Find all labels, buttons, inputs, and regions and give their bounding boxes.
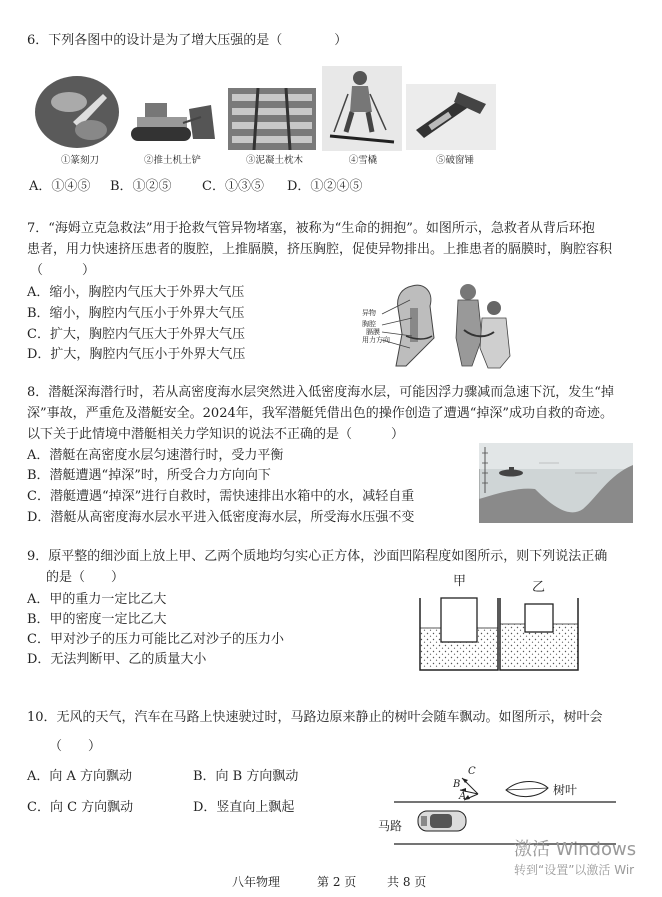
q7-option-b: B．缩小，胸腔内气压小于外界大气压 [27,306,245,321]
q6-option-b: B．①②⑤ [110,179,172,194]
q6-option-a: A．①④⑤ [29,179,91,194]
q6-stem: 6．下列各图中的设计是为了增大压强的是（ ） [27,33,348,48]
q10-stem-line-2: （ ） [49,739,102,754]
q8-option-d: D．潜艇从高密度海水层水平进入低密度海水层，所受海水压强不变 [27,510,415,525]
q7-option-a: A．缩小，胸腔内气压大于外界大气压 [27,285,245,300]
q10-option-d: D．竖直向上飘起 [193,800,295,815]
q8-stem-line-2: 深”事故，严重危及潜艇安全。2024年，我军潜艇凭借出色的操作创造了遭遇“掉深”成功自救的奇迹。 [27,406,614,421]
q6-figure-bulldozer [123,95,218,145]
q10-label-leaf: 树叶 [553,783,578,797]
q10-option-c: C．向 C 方向飘动 [27,800,134,815]
q10-label-road: 马路 [378,819,403,833]
footer-page-number: 第 2 页 [317,875,357,889]
footer-subject: 八年物理 [232,875,281,889]
q6-caption-3: ③泥凝土枕木 [245,155,303,166]
q9-option-d: D．无法判断甲、乙的质量大小 [27,652,207,667]
q8-option-c: C．潜艇遭遇“掉深”进行自救时，需快速排出水箱中的水，减轻自重 [27,489,415,504]
q6-figure-carving-knife [33,72,121,150]
q10-label-a: A [459,791,467,802]
q8-figure-submarine [479,443,633,523]
q7-stem-line-2: 患者，用力快速挤压患者的腹腔，上推膈膜，挤压胸腔，促使异物排出。上推患者的膈膜时，胸腔容积 [27,242,613,257]
q9-label-yi: 乙 [532,580,546,595]
q7-figure-label-chest: 胸腔 [362,320,376,328]
q7-figure-label-foreign-body: 异物 [362,309,376,317]
q6-caption-4: ④雪橇 [348,155,378,166]
q10-option-a: A．向 A 方向飘动 [27,769,133,784]
q8-stem-line-1: 8．潜艇深海潜行时，若从高密度海水层突然进入低密度海水层，可能因浮力骤减而急速下沉，发生“掉 [27,385,614,400]
q10-option-b: B．向 B 方向飘动 [193,769,299,784]
q7-figure-label-diaphragm: 膈膜 [366,328,380,336]
q10-stem-line-1: 10．无风的天气，汽车在马路上快速驶过时，马路边原来静止的树叶会随车飘动。如图所示，树叶会 [27,710,603,725]
q8-option-b: B．潜艇遭遇“掉深”时，所受合力方向向下 [27,468,271,483]
footer-total-pages: 共 8 页 [387,875,427,889]
windows-activation-title: 激活 Windows [514,839,637,860]
q9-option-b: B．甲的密度一定比乙大 [27,612,167,627]
q9-stem-line-1: 9．原平整的细沙面上放上甲、乙两个质地均匀实心正方体，沙面凹陷程度如图所示，则下列说法正确 [27,549,608,564]
q9-option-c: C．甲对沙子的压力可能比乙对沙子的压力小 [27,632,284,647]
q7-option-c: C．扩大，胸腔内气压大于外界大气压 [27,327,245,342]
q6-caption-5: ⑤破窗锤 [435,155,474,166]
q6-figure-railway-sleepers [228,88,316,150]
q10-label-b: B [453,779,461,790]
q6-caption-2: ②推土机土铲 [143,155,201,166]
q6-figure-skis [322,66,402,151]
q8-option-a: A．潜艇在高密度水层匀速潜行时，受力平衡 [27,448,284,463]
q9-figure-sand-containers [408,590,648,680]
q7-option-d: D．扩大，胸腔内气压小于外界大气压 [27,347,246,362]
windows-activation-hint: 转到“设置”以激活 Wir [514,863,635,877]
q7-figure-label-force-direction: 用力方向 [362,336,390,344]
q7-figure-heimlich [362,278,520,370]
q6-caption-1: ①篆刻刀 [60,155,99,166]
q10-label-c: C [468,766,476,777]
q8-stem-line-3: 以下关于此情境中潜艇相关力学知识的说法不正确的是（ ） [27,427,405,442]
q6-option-c: C．①③⑤ [202,179,264,194]
q6-figure-window-hammer [406,84,496,150]
q7-stem-line-3: （ ） [30,263,96,278]
q9-option-a: A．甲的重力一定比乙大 [27,592,167,607]
q9-label-jia: 甲 [453,574,467,589]
q7-stem-line-1: 7．“海姆立克急救法”用于抢救气管异物堵塞，被称为“生命的拥抱”。如图所示，急救者从背后环抱 [27,221,595,236]
q6-option-d: D．①②④⑤ [287,179,363,194]
q9-stem-line-2: 的是（ ） [46,570,125,585]
